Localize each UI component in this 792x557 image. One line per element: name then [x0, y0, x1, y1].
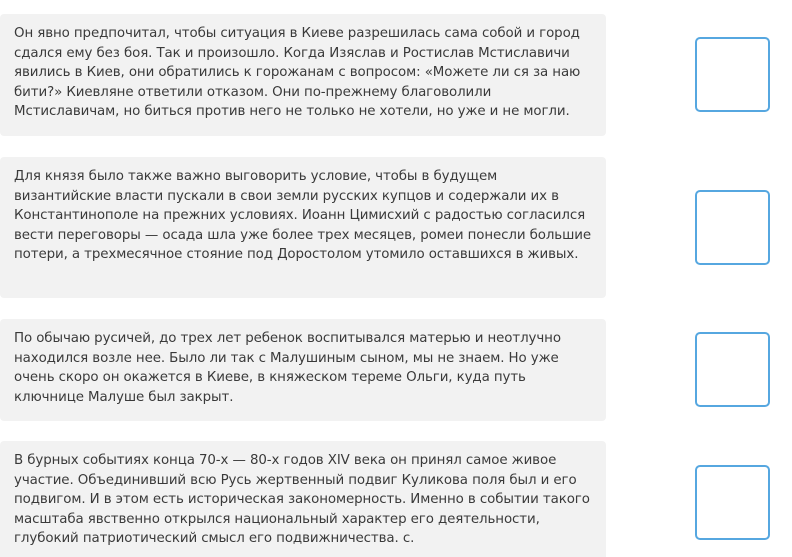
text-card-3-content: По обычаю русичей, до трех лет ребенок воспитывался матерью и неотлучно находился возле нее. Было ли так с Малушиным сыном, мы не знаем. Но уже очень скоро он окажется в Киеве, в княжеском тереме Ольги, куда путь ключнице Малуше был закрыт.	[14, 331, 561, 405]
answer-drop-box-3[interactable]	[695, 332, 770, 407]
answer-drop-box-1[interactable]	[695, 37, 770, 112]
answer-drop-box-4[interactable]	[695, 465, 770, 540]
text-card-2-content: Для князя было также важно выговорить условие, чтобы в будущем византийские власти пускали в свои земли русских купцов и содержали их в Константинополе на прежних условиях. Иоанн Цимисхий с радостью согласился вести переговоры — осада шла уже более трех месяцев, ромеи понесли большие потери, а трехмесячное стояние под Доростолом утомило оставшихся в живых.	[14, 169, 591, 263]
text-card-1	[0, 14, 606, 136]
text-card-2	[0, 157, 606, 298]
text-card-3	[0, 319, 606, 421]
text-card-4-content: В бурных событиях конца 70-х — 80-х годов XIV века он принял самое живое участие. Объединивший всю Русь жертвенный подвиг Куликова поля был и его подвигом. И в этом есть историческая закономерность. Именно в событии такого масштаба явственно открылся национальный характер его деятельности, глубокий патриотический смысл его подвижничества. с.	[14, 453, 590, 547]
text-card-1-content: Он явно предпочитал, чтобы ситуация в Киеве разрешилась сама собой и город сдался ему без боя. Так и произошло. Когда Изяслав и Ростислав Мстиславичи явились в Киев, они обратились к горожанам с вопросом: «Можете ли ся за наю бити?» Киевляне ответили отказом. Они по-прежнему благоволили Мстиславичам, но биться против него не только не хотели, но уже и не могли.	[14, 26, 581, 120]
text-card-4	[0, 441, 606, 557]
answer-drop-box-2[interactable]	[695, 190, 770, 265]
